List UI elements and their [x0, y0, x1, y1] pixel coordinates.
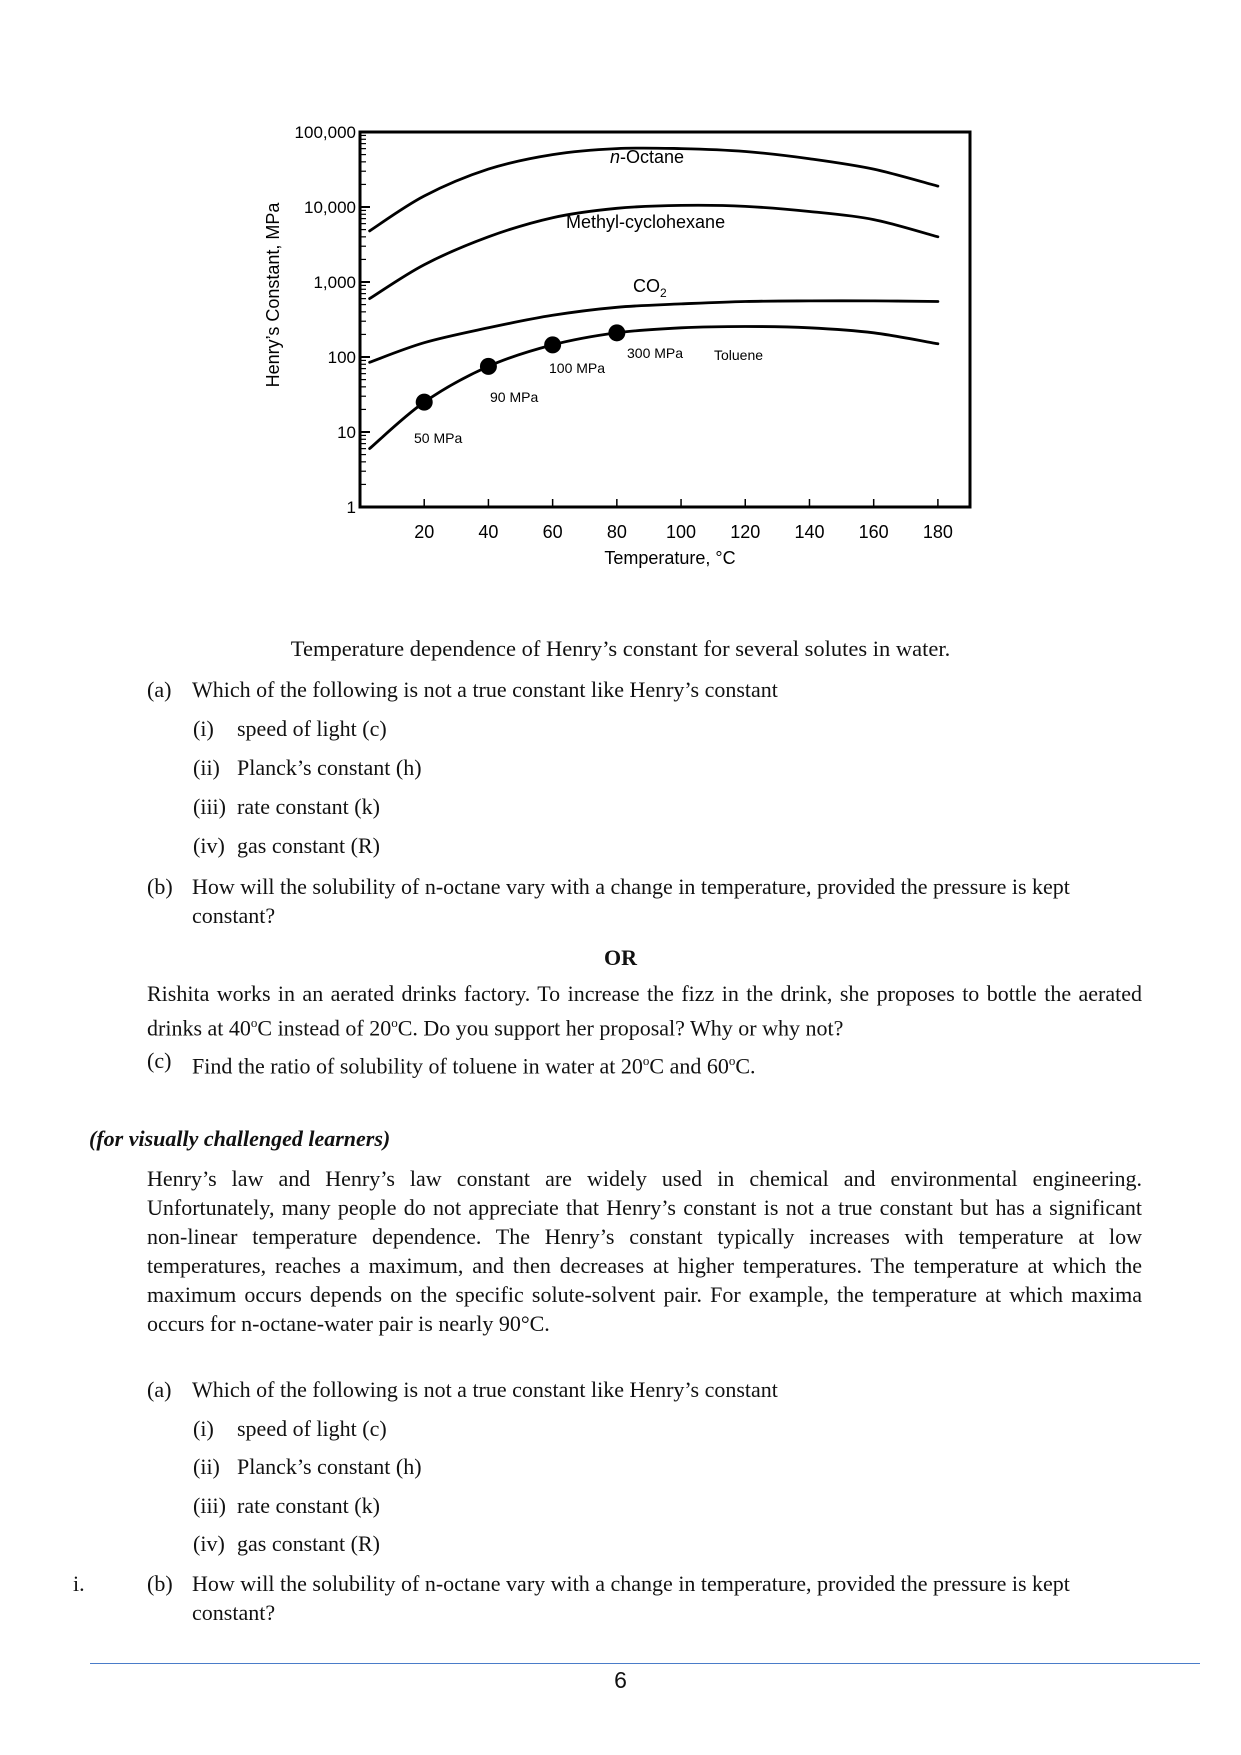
q1-option: (iv) gas constant (R) — [193, 833, 380, 858]
series-label-toluene: Toluene — [714, 347, 764, 363]
roman-numeral: i. — [73, 1571, 85, 1596]
footer-rule — [90, 1663, 1200, 1664]
q1-option: (iii) rate constant (k) — [193, 794, 380, 819]
y-tick-label: 1 — [346, 498, 356, 517]
q1-b-number: (b) — [147, 874, 173, 899]
vc-paragraph: Henry’s law and Henry’s law constant are widely used in chemical and environmental engineering. Unfortunately, many people do not appreciate that Henry’s constant is not a true constant but has a significant non-linear temperature dependence. The Henry’s constant typically increases with temperature at low temperatures, reaches a maximum, and then decreases at higher temperatures. The temperature at which the maximum occurs depends on the specific solute-solvent pair. For example, the temperature at which maxima occurs for n-octane-water pair is nearly 90°C. — [147, 1166, 1142, 1336]
pressure-marker — [544, 336, 561, 353]
plot-frame — [360, 132, 970, 507]
vc-b-number: (b) — [147, 1571, 173, 1596]
page-number: 6 — [614, 1667, 627, 1693]
pressure-marker — [416, 394, 433, 411]
x-tick-label: 40 — [478, 522, 499, 542]
x-axis-title: Temperature, °C — [604, 548, 736, 568]
vc-a-text: Which of the following is not a true constant like Henry’s constant — [192, 1377, 778, 1402]
series-label-n-octane: n-Octane — [610, 147, 685, 167]
series-label-co2: $CO_2$ — [633, 276, 667, 300]
vc-option: (i) speed of light (c) — [193, 1416, 387, 1441]
pressure-marker-label: 90 MPa — [490, 389, 539, 405]
vc-b-text: How will the solubility of n-octane vary with a change in temperature, provided the pressure is kept constant? — [192, 1571, 1070, 1625]
figure-caption: Temperature dependence of Henry’s constant for several solutes in water. — [290, 636, 951, 661]
x-tick-label: 60 — [542, 522, 563, 542]
y-tick-label: 10,000 — [304, 198, 356, 217]
x-tick-label: 20 — [414, 522, 435, 542]
x-tick-label: 80 — [606, 522, 627, 542]
q1-option: (i) speed of light (c) — [193, 716, 387, 741]
pressure-marker — [608, 324, 625, 341]
chart-svg — [250, 120, 990, 640]
vc-heading: (for visually challenged learners) — [89, 1126, 391, 1151]
q1-b-text: How will the solubility of n-octane vary with a change in temperature, provided the pressure is kept constant? — [192, 874, 1070, 928]
pressure-marker — [480, 358, 497, 375]
q1-a-text: Which of the following is not a true constant like Henry’s constant — [192, 677, 778, 702]
q1-c-text: Find the ratio of solubility of toluene in water at 20$^o$C and 60$^o$C. — [192, 1053, 756, 1079]
y-tick-label: 10 — [337, 423, 356, 442]
henry-constant-chart — [250, 120, 990, 640]
pressure-marker-label: 100 MPa — [549, 360, 606, 376]
x-tick-label: 120 — [730, 522, 761, 542]
y-axis-title: Henry’s Constant, MPa — [263, 202, 283, 388]
vc-a-number: (a) — [147, 1377, 172, 1402]
series-label-methyl-cyclohexane: Methyl-cyclohexane — [566, 212, 726, 232]
vc-option: (iii) rate constant (k) — [193, 1493, 380, 1518]
y-tick-label: 1,000 — [313, 273, 356, 292]
x-tick-label: 180 — [922, 522, 953, 542]
pressure-marker-label: 50 MPa — [414, 430, 463, 446]
or-divider: OR — [604, 945, 637, 970]
x-tick-label: 160 — [858, 522, 889, 542]
rishita-paragraph: Rishita works in an aerated drinks factory. To increase the fizz in the drink, she proposes to bottle the aerated drinks at 40$^o$C instead of 20$^o$C. Do you support her proposal? Why or why not? — [147, 981, 1142, 1041]
q1-option: (ii) Planck’s constant (h) — [193, 755, 422, 780]
q1-a-number: (a) — [147, 677, 172, 702]
q1-c-number: (c) — [147, 1048, 172, 1073]
y-tick-label: 100 — [327, 348, 356, 367]
x-tick-label: 140 — [794, 522, 825, 542]
pressure-marker-label: 300 MPa — [627, 345, 684, 361]
x-tick-label: 100 — [666, 522, 697, 542]
vc-option: (iv) gas constant (R) — [193, 1531, 380, 1556]
y-tick-label: 100,000 — [294, 123, 356, 142]
vc-option: (ii) Planck’s constant (h) — [193, 1454, 422, 1479]
